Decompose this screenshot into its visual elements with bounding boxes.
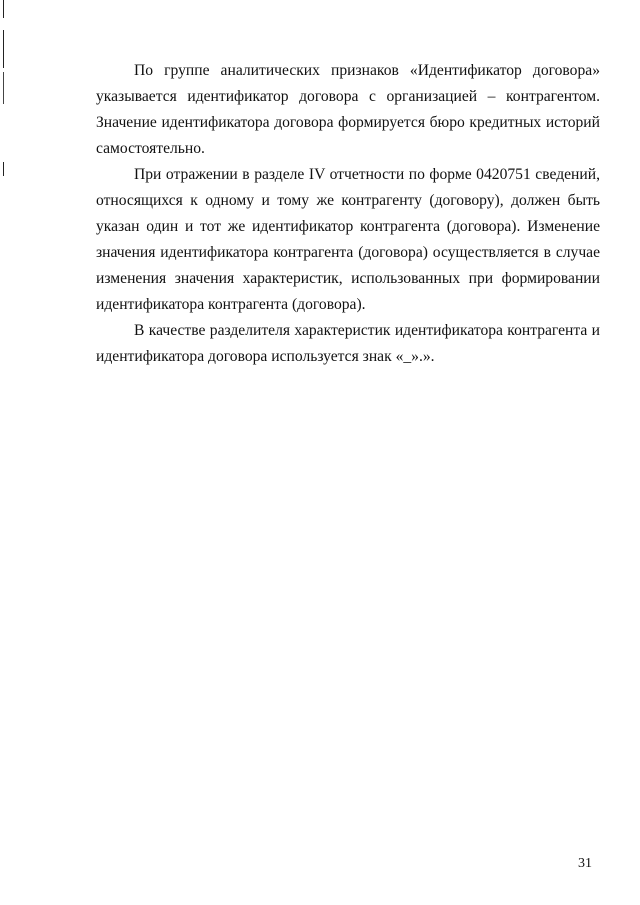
scan-margin-mark (3, 0, 4, 18)
paragraph-separator-character: В качестве разделителя характеристик идентификатора контрагента и идентификатора договора используется знак «_».». (96, 322, 600, 365)
scan-margin-mark (3, 30, 4, 68)
scan-margin-mark (3, 72, 4, 104)
page-number: 31 (578, 856, 592, 871)
paragraph-contract-identifier: По группе аналитических признаков «Идентификатор договора» указывается идентификатор договора с организацией – контрагентом. Значение идентификатора договора формируется бюро кредитных историй самостоятельно. (96, 62, 600, 157)
paragraph-counterparty-identifier: При отражении в разделе IV отчетности по форме 0420751 сведений, относящихся к одному и тому же контрагенту (договору), должен быть указан один и тот же идентификатор контрагента (договора). Изменение значения идентификатора контрагента (договора) осуществляется в случае изменения значения характеристик, использованных при формировании идентификатора контрагента (договора). (96, 166, 600, 313)
body-text (96, 58, 600, 370)
scan-margin-mark (3, 162, 4, 176)
